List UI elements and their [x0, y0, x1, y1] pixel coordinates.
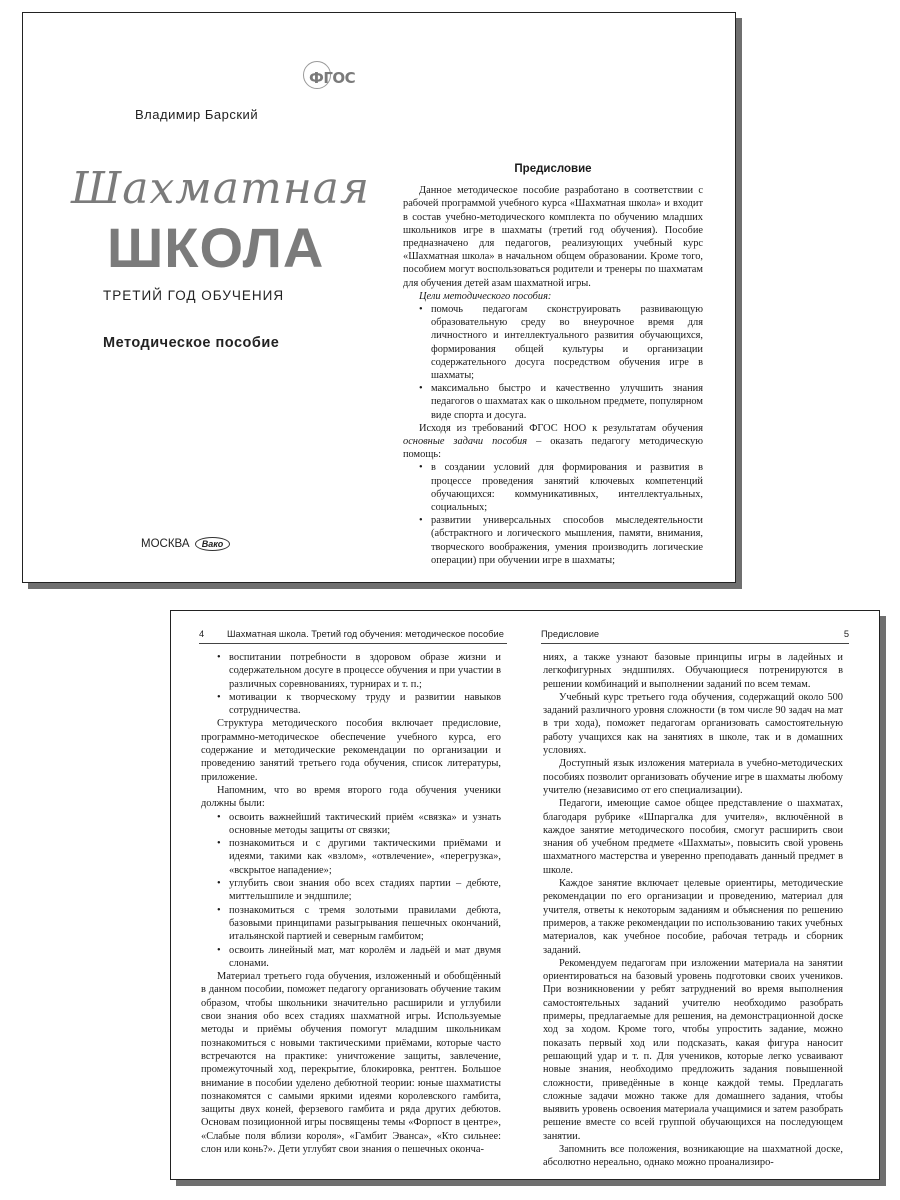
preface-goals-list [403, 303, 703, 422]
book-spread-pages-4-5 [170, 610, 880, 1180]
preface-tasks-list [403, 461, 703, 567]
header-rule [199, 643, 507, 644]
publication-type: Методическое пособие [103, 335, 280, 351]
preface-tasks-intro: Исходя из требований ФГОС НОО к результатам обучения основные задачи пособия – оказать педагогу методическую помощь: [403, 422, 703, 461]
running-title: Шахматная школа. Третий год обучения: методическое пособие [227, 629, 504, 639]
preface-heading: Предисловие [514, 163, 592, 175]
body-paragraph: Запомнить все положения, возникающие на шахматной доске, абсолютно нереально, однако можно проанализиро- [543, 1143, 843, 1169]
running-title: Предисловие [541, 629, 600, 639]
preface-section [403, 163, 703, 567]
bullet-list [201, 811, 501, 971]
list-item: • максимально быстро и качественно улучшить знания педагогов о шахматах как о школьном предмете, популярном виде спорта и досуга. [431, 382, 703, 422]
header-rule [541, 643, 849, 644]
body-paragraph: Рекомендуем педагогам при изложении материала на занятии ориентироваться на базовый уровень подготовки своих учеников. При возникновении у ребят затруднений во время выполнения самостоятельных заданий учителю необходимо разобрать примеры, предлагаемые для решения, на демонстрационной доске ход за ходом. Кроме того, чтобы упростить задание, можно показать первый ход или подсказать, какая фигура наносит решающий удар и т. п. Для учеников, которые легко усваивают новые знания, необходимо предложить задания повышенной сложности, приведённые в конце каждой темы. Предлагать сложные задачи можно также для домашнего задания, чтобы выявить уровень освоения материала учащимися и затем разобрать решение вместе со всей группой обучающихся на последующем занятии. [543, 957, 843, 1142]
body-paragraph: ниях, а также узнают базовые принципы игры в ладейных и легкофигурных эндшпилях. Обучающиеся потренируются в решении комбинаций и выполнении заданий по всем темам. [543, 652, 843, 690]
title-script: Шахматная [71, 163, 371, 214]
page-number: 5 [843, 629, 849, 639]
list-item: • познакомиться с тремя золотыми правилами дебюта, базовыми принципами разыгрывания пешечных окончаний, итальянской партией и северным гамбитом; [229, 904, 501, 944]
publisher-logo: Вако [195, 537, 231, 551]
body-paragraph: Структура методического пособия включает предисловие, программно-методическое обеспечение учебного курса, его содержание и методические рекомендации по организации и проведению занятий третьего года обучения, список литературы, приложение. [201, 718, 501, 783]
body-paragraph: Каждое занятие включает целевые ориентиры, методические рекомендации по его организации и проведению, материал для учителя, ответы к некоторым заданиям и объяснения по решению примеров, а также рекомендации по использованию таких учебных материалов, как учебное пособие, рабочая тетрадь и сборник заданий. [543, 878, 843, 956]
body-paragraph: Доступный язык изложения материала в учебно-методических пособиях позволит организовать обучение игре в шахматы любому учителю (независимо от его специализации). [543, 758, 843, 796]
body-paragraph: Педагоги, имеющие самое общее представление о шахматах, благодаря рубрике «Шпаргалка для учителя», включённой в каждое занятие методического пособия, смогут расширить свои знания об учебном предмете «Шахматы», повысить свой уровень шахматного мастерства и уверенно преподавать данный предмет в школе. [543, 798, 843, 876]
publisher-city: МОСКВА [141, 538, 190, 550]
book-spread-cover-preface [22, 12, 736, 583]
list-item: • освоить важнейший тактический приём «связка» и узнать основные методы защиты от связки; [229, 811, 501, 838]
title-main: ШКОЛА [107, 216, 325, 279]
preface-paragraph: Данное методическое пособие разработано в соответствии с рабочей программой учебного курса «Шахматная школа» и входит в состав учебно-методического комплекта по обучению младших школьников игре в шахматы (третий год обучения). Пособие предназначено для педагогов, реализующих учебный курс «Шахматная школа» в начальном общем образовании. Кроме того, пособием могут воспользоваться родители и тренеры по шахматам для обучения детей азам шахматной игры. [403, 185, 703, 289]
page-number: 4 [199, 629, 205, 639]
publisher-line [141, 537, 230, 551]
bullet-list [201, 651, 501, 717]
list-item: • воспитании потребности в здоровом образе жизни и содержательном досуге в процессе обучения и при участии в различных соревнованиях, турнирах и т. п.; [229, 651, 501, 691]
body-paragraph: Напомним, что во время второго года обучения ученики должны были: [201, 784, 501, 810]
body-paragraph: Материал третьего года обучения, изложенный и обобщённый в данном пособии, поможет педагогу организовать обучение таким образом, чтобы школьники значительно расширили и углубили свои знания обо всех стадиях шахматной игры. Используемые методы и приёмы обучения помогут младшим школьникам познакомиться с новыми тактическими приёмами, которые часто встречаются на практике: уничтожение защиты, завлечение, промежуточный ход, перекрытие, блокировка, рентген. Большое внимание в пособии уделено дебютной теории: юные шахматисты познакомятся с самыми яркими идеями королевского гамбита, защиты двух коней, ферзевого гамбита и ряда других дебютов. Основам позиционной игры посвящены темы «Форпост в центре», «Слабые поля вблизи короля», «Гамбит Эванса», «Кто сильнее: слон или конь?». Дети углубят свои знания о пешечных оконча- [201, 971, 501, 1155]
list-item: • развитии универсальных способов мыследеятельности (абстрактного и логического мышления, памяти, внимания, творческого воображения, умения производить логические операции) при обучении игре в шахматы; [431, 514, 703, 567]
list-item: • углубить свои знания обо всех стадиях партии – дебюте, миттельшпиле и эндшпиле; [229, 877, 501, 904]
body-paragraph: Учебный курс третьего года обучения, содержащий около 500 заданий различного уровня сложности (в том числе 90 задач на мат в три хода), поможет педагогам организовать самостоятельную работу учащихся как на занятиях в школе, так и в домашних условиях. [543, 691, 843, 757]
list-item: • в создании условий для формирования и развития в процессе проведения занятий ключевых компетенций обучающихся: коммуникативных, интеллектуальных, социальных; [431, 461, 703, 514]
list-item: • мотивации к творческому труду и развитии навыков сотрудничества. [229, 691, 501, 718]
page-5-body [543, 651, 843, 1170]
page-4-body [201, 651, 501, 1156]
list-item: • помочь педагогам сконструировать развивающую образовательную среду во внеурочное время для личностного и интеллектуального развития обучающихся, формирования общей культуры и организации содержательного досуга посредством обучения игре в шахматы; [431, 303, 703, 382]
list-item: • освоить линейный мат, мат королём и ладьёй и мат двумя слонами. [229, 944, 501, 971]
fgos-logo-text: ФГОС [309, 69, 356, 87]
year-of-study: ТРЕТИЙ ГОД ОБУЧЕНИЯ [103, 288, 285, 303]
fgos-logo [301, 57, 356, 97]
list-item: • познакомиться и с другими тактическими приёмами и идеями, такими как «взлом», «отвлечение», «перегрузка», «вскрытое нападение»; [229, 837, 501, 877]
author-name: Владимир Барский [135, 107, 259, 122]
preface-goals-label: Цели методического пособия: [419, 290, 552, 302]
